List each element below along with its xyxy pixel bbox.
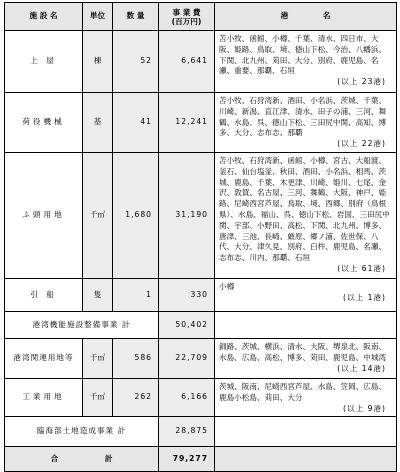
table-row — [5, 31, 397, 93]
facility-name: 工業用地 — [5, 378, 83, 416]
ports-cell — [215, 278, 397, 311]
port-list: 苫小牧、石狩湾新、酒田、小名浜、茨城、千葉、川崎、新潟、直江津、清水、田子の浦、三河、舞鶴、水島、呉、徳山下松、三田尻中関、高知、博多、大分、志布志、那覇 — [219, 96, 387, 138]
port-count: (以上 1港) — [343, 292, 386, 302]
cost-cell: 6,166 — [159, 378, 215, 416]
unit-cell: 千㎡ — [83, 152, 113, 278]
total-row — [5, 447, 397, 472]
ports-cell — [215, 338, 397, 378]
header-row — [5, 3, 397, 31]
cost-cell: 6,641 — [159, 31, 215, 93]
total-cost: 79,277 — [159, 447, 215, 472]
unit-cell: 千㎡ — [83, 338, 113, 378]
port-list: 苫小牧、石狩湾新、函館、小樽、宮古、大船渡、釜石、仙台塩釜、秋田、酒田、小名浜、相馬、茨城、鹿島、千葉、木更津、川崎、姫川、七尾、金沢、敦賀、名古屋、三河、舞鶴、大阪、神戸、姫路、尼崎西宮芦屋、鳥取、境、西郷、別府（鳥根県）、水島、福山、呉、徳山下松、岩国、三田尻中関、宇部、小野田、高松、下関、北九州、博多、唐津、三池、長崎、厳原、郷ノ浦、佐世保、八代、大分、津久見、別府、臼杵、鹿児島、名瀬、志布志、川内、那覇、石垣 — [219, 155, 390, 263]
port-count: (以上 9港) — [343, 403, 386, 413]
unit-cell: 千㎡ — [83, 378, 113, 416]
cost-cell: 12,241 — [159, 93, 215, 153]
quantity-cell: 1 — [113, 278, 159, 311]
header-cost — [159, 3, 215, 31]
table-row — [5, 338, 397, 378]
port-count: (以上 22港) — [337, 139, 386, 149]
subtotal-label: 港湾機能施設整備事業 計 — [5, 311, 159, 338]
port-list: 小樽 — [219, 281, 235, 291]
quantity-cell: 586 — [113, 338, 159, 378]
unit-cell: 隻 — [83, 278, 113, 311]
empty-ports-cell — [215, 311, 397, 338]
table-row — [5, 93, 397, 153]
facility-name: 引 船 — [5, 278, 83, 311]
header-ports: 港 名 — [215, 3, 397, 31]
subtotal-row — [5, 311, 397, 338]
port-facilities-table — [4, 2, 397, 472]
unit-cell: 棟 — [83, 31, 113, 93]
port-count: (以上 23港) — [337, 77, 386, 87]
total-label: 合 計 — [5, 447, 159, 472]
port-list: 茨城、阪南、尼崎西宮芦屋、水島、笠岡、広島、鹿島小松島、苅田、大分 — [219, 381, 387, 402]
cost-cell: 22,709 — [159, 338, 215, 378]
port-count: (以上 61港) — [337, 263, 386, 273]
header-cost-label: 事 業 費 — [172, 7, 201, 17]
cost-cell: 31,190 — [159, 152, 215, 278]
ports-cell — [215, 93, 397, 153]
table-row — [5, 152, 397, 278]
header-quantity: 数 量 — [113, 3, 159, 31]
subtotal-cost: 28,875 — [159, 417, 215, 447]
facility-name: ふ頭用地 — [5, 152, 83, 278]
port-list: 釧路、茨城、横浜、清水、大阪、堺泉北、阪南、水島、広島、高松、博多、苅田、鹿児島、中城湾 — [219, 341, 387, 362]
quantity-cell: 262 — [113, 378, 159, 416]
subtotal-label: 臨海部土地造成事業 計 — [5, 417, 159, 447]
header-facility: 施 設 名 — [5, 3, 83, 31]
facility-name: 港湾関連用地等 — [5, 338, 83, 378]
subtotal-cost: 50,402 — [159, 311, 215, 338]
port-count: (以上 14港) — [337, 363, 386, 373]
table-row — [5, 378, 397, 416]
quantity-cell: 52 — [113, 31, 159, 93]
quantity-cell: 41 — [113, 93, 159, 153]
port-list: 苫小牧、函館、小樽、千葉、清水、四日市、大阪、姫路、鳥取、境、徳山下松、今治、八幡浜、下関、北九州、苅田、大分、別府、鹿児島、名瀬、重要、那覇、石垣 — [219, 34, 387, 76]
table-row — [5, 278, 397, 311]
ports-cell — [215, 378, 397, 416]
quantity-cell: 1,680 — [113, 152, 159, 278]
facility-name: 荷役機械 — [5, 93, 83, 153]
empty-ports-cell — [215, 417, 397, 447]
unit-cell: 基 — [83, 93, 113, 153]
cost-cell: 330 — [159, 278, 215, 311]
ports-cell — [215, 31, 397, 93]
header-unit: 単位 — [83, 3, 113, 31]
header-cost-unit: (百万円) — [171, 16, 202, 26]
facility-name: 上 屋 — [5, 31, 83, 93]
ports-cell — [215, 152, 397, 278]
subtotal-row — [5, 417, 397, 447]
empty-ports-cell — [215, 447, 397, 472]
